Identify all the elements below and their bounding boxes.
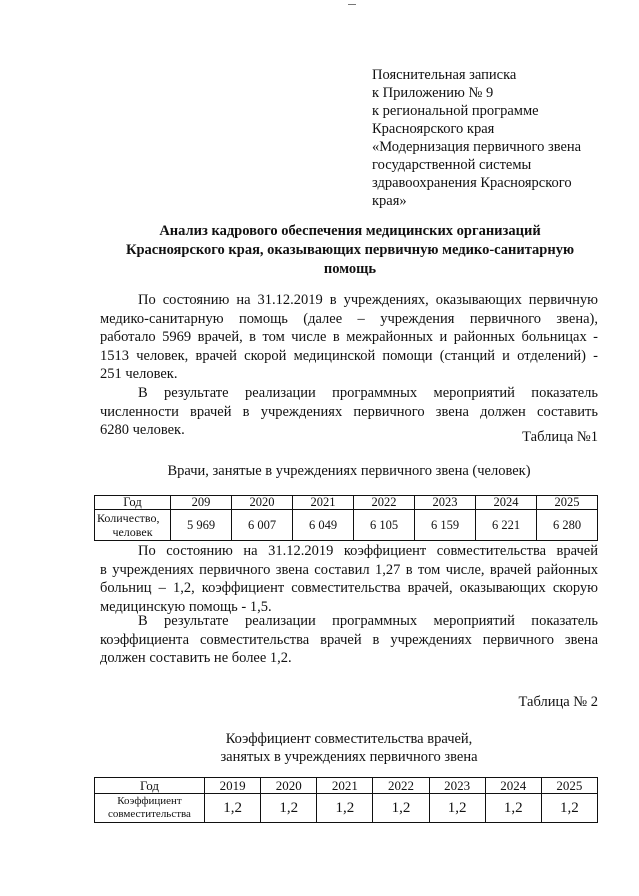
- table1-caption-text: Врачи, занятые в учреждениях первичного звена (человек): [167, 463, 531, 479]
- title-line: Анализ кадрового обеспечения медицинских организаций: [159, 223, 541, 239]
- value-cell: 5 969: [171, 510, 232, 541]
- explanatory-note-header: [372, 66, 622, 210]
- value-cell: 1,2: [373, 794, 429, 823]
- paragraph-combination-ratio: [100, 542, 598, 616]
- table-header-cell: Год: [95, 496, 171, 510]
- paragraph-line: коэффициента совместительства врачей в учреждениях первичного звена: [100, 631, 598, 648]
- paragraph-line: В результате реализации программных мероприятий показатель: [138, 385, 598, 401]
- value-cell: 1,2: [485, 794, 541, 823]
- year-cell: 2020: [232, 496, 293, 510]
- paragraph-staffing: [100, 291, 598, 384]
- paragraph-line: По состоянию на 31.12.2019 в учреждениях, оказывающих первичную: [138, 292, 598, 308]
- paragraph-line: 6280 человек.: [100, 422, 185, 438]
- value-cell: 1,2: [429, 794, 485, 823]
- header-line: края»: [372, 193, 407, 209]
- combination-ratio-table: [94, 777, 598, 823]
- value-cell: 6 280: [537, 510, 598, 541]
- table2-caption-line: занятых в учреждениях первичного звена: [220, 749, 478, 765]
- year-cell: 2019: [205, 778, 261, 794]
- year-cell: 2020: [261, 778, 317, 794]
- row-label-line: человек: [112, 525, 153, 539]
- title-line: помощь: [323, 261, 377, 277]
- row-label-cell: [95, 794, 205, 823]
- paragraph-target-ratio: [100, 612, 598, 668]
- value-cell: 1,2: [261, 794, 317, 823]
- year-cell: 2024: [476, 496, 537, 510]
- year-cell: 2024: [485, 778, 541, 794]
- paragraph-line: медицинскую помощь - 1,5.: [100, 598, 272, 615]
- value-cell: 1,2: [317, 794, 373, 823]
- header-line: к региональной программе: [372, 103, 539, 119]
- year-cell: 2022: [373, 778, 429, 794]
- paragraph-line: численности врачей в учреждениях первичного звена должен составить: [100, 403, 598, 420]
- year-cell: 2021: [317, 778, 373, 794]
- header-line: здравоохранения Красноярского: [372, 175, 572, 191]
- header-line: к Приложению № 9: [372, 85, 494, 101]
- row-label-cell: [95, 510, 171, 541]
- table1-label: Таблица №1: [522, 429, 598, 445]
- year-cell: 2025: [537, 496, 598, 510]
- year-cell: 2023: [429, 778, 485, 794]
- paragraph-line: По состоянию на 31.12.2019 коэффициент совместительства врачей: [138, 543, 598, 559]
- paragraph-line: 251 человек.: [100, 366, 178, 382]
- value-cell: 6 007: [232, 510, 293, 541]
- title-line: Красноярского края, оказывающих первичную медико-санитарную: [125, 242, 575, 258]
- document-title: [100, 222, 600, 279]
- paragraph-line: 1513 человек, врачей скорой медицинской помощи (станций и отделений) -: [100, 347, 598, 364]
- value-cell: 6 049: [293, 510, 354, 541]
- table1-caption: [100, 462, 598, 480]
- value-cell: 6 105: [354, 510, 415, 541]
- table-header-cell: Год: [95, 778, 205, 794]
- table-header-row: [95, 496, 598, 510]
- value-cell: 1,2: [205, 794, 261, 823]
- table2-caption-line: Коэффициент совместительства врачей,: [225, 731, 473, 747]
- header-line: Пояснительная записка: [372, 67, 517, 83]
- table2-label: Таблица № 2: [518, 694, 598, 710]
- table2-caption: [100, 730, 598, 766]
- year-cell: 2025: [541, 778, 597, 794]
- doctors-count-table: [94, 495, 598, 541]
- row-label-line: совместительства: [108, 808, 191, 820]
- paragraph-line: медико-санитарную помощь (далее – учреждения первичного звена),: [100, 310, 598, 327]
- header-line: государственной системы: [372, 157, 532, 173]
- value-cell: 6 159: [415, 510, 476, 541]
- paragraph-line: работало 5969 врачей, в том числе в межрайонных и районных больницах -: [100, 329, 598, 345]
- value-cell: 1,2: [541, 794, 597, 823]
- year-cell: 2023: [415, 496, 476, 510]
- table-row: [95, 794, 598, 823]
- paragraph-line: в учреждениях первичного звена составил 1,27 в том числе, врачей районных: [100, 561, 598, 578]
- scan-mark: [348, 4, 356, 5]
- value-cell: 6 221: [476, 510, 537, 541]
- row-label-line: Коэффициент: [117, 795, 182, 807]
- paragraph-line: больниц – 1,2, коэффициент совместительства врачей, оказывающих скорую: [100, 580, 598, 596]
- year-cell: 2021: [293, 496, 354, 510]
- table-header-row: [95, 778, 598, 794]
- header-line: «Модернизация первичного звена: [372, 139, 582, 155]
- year-cell: 2022: [354, 496, 415, 510]
- paragraph-line: должен составить не более 1,2.: [100, 650, 292, 666]
- paragraph-line: В результате реализации программных мероприятий показатель: [138, 613, 598, 629]
- year-cell: 209: [171, 496, 232, 510]
- header-line: Красноярского края: [372, 121, 495, 137]
- table-row: [95, 510, 598, 541]
- row-label-line: Количество,: [97, 511, 160, 525]
